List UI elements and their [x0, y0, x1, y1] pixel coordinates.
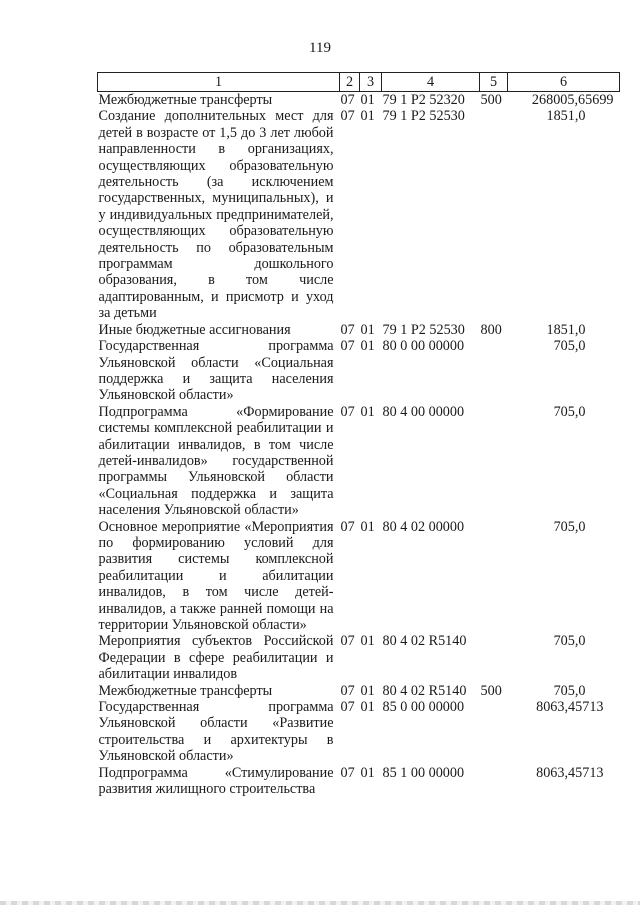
row-amount: 705,0 [553, 338, 586, 355]
row-subsection: 01 [360, 682, 375, 699]
row-subsection: 01 [360, 633, 375, 650]
row-expense-type [480, 404, 508, 519]
row-amount: 8063,45713 [536, 764, 604, 781]
row-name: Государственная программа Ульяновской области «Социальная поддержка и защита населения Ульяновской области» [98, 338, 334, 404]
row-target-code: 80 0 00 00000 [382, 338, 465, 355]
header-col-5: 5 [480, 73, 508, 92]
row-name: Подпрограмма «Формирование системы комплексной реабилитации и абилитации инвалидов, в том числе детей-инвалидов» государственной программы Ульяновской области «Социальная поддержка и защита населения Ульяновской области» [98, 403, 334, 519]
scan-edge-artifact [0, 901, 640, 905]
row-subsection: 01 [360, 518, 375, 535]
row-subsection: 01 [360, 92, 375, 108]
table-row [98, 699, 620, 765]
row-target-code: 80 4 02 R5140 [382, 633, 467, 650]
row-amount: 268005,65699 [531, 92, 614, 108]
table-row [98, 92, 620, 109]
row-target-code: 80 4 02 R5140 [382, 682, 467, 699]
row-amount: 705,0 [553, 682, 586, 699]
row-expense-type [480, 633, 508, 682]
row-subsection: 01 [360, 338, 375, 355]
row-amount: 705,0 [553, 403, 586, 420]
row-section: 07 [340, 108, 355, 125]
header-row [98, 73, 620, 92]
row-target-code: 80 4 02 00000 [382, 518, 465, 535]
row-expense-type: 500 [480, 682, 502, 699]
row-expense-type [480, 519, 508, 634]
row-name: Основное мероприятие «Мероприятия по формированию условий для развития системы комплексной реабилитации и абилитации инвалидов, в том числе детей-инвалидов, а также ранней помощи на территории Ульяновской области» [98, 518, 334, 633]
row-name: Создание дополнительных мест для детей в возрасте от 1,5 до 3 лет любой направленности в организациях, осуществляющих образовательную деятельность (за исключением государственных, муниципальных), и у индивидуальных предпринимателей, осуществляющих образовательную деятельность по образовательным программам дошкольного образования, в том числе адаптированным, и присмотр и уход за детьми [98, 108, 334, 322]
budget-table [97, 72, 620, 797]
row-name: Межбюджетные трансферты [98, 682, 273, 699]
header-col-1: 1 [98, 73, 340, 92]
row-expense-type [480, 765, 508, 798]
row-target-code: 85 1 00 00000 [382, 764, 465, 781]
table-row [98, 683, 620, 699]
row-amount: 705,0 [553, 518, 586, 535]
row-target-code: 79 1 Р2 52530 [382, 321, 465, 338]
row-target-code: 79 1 Р2 52320 [382, 92, 465, 108]
table-row [98, 108, 620, 321]
table-row [98, 765, 620, 798]
row-name: Мероприятия субъектов Российской Федерации в сфере реабилитации и абилитации инвалидов [98, 633, 334, 683]
row-name: Государственная программа Ульяновской области «Развитие строительства и архитектуры в Ульяновской области» [98, 699, 334, 765]
row-section: 07 [340, 699, 355, 716]
row-expense-type: 500 [480, 92, 502, 108]
header-col-2: 2 [340, 73, 360, 92]
header-col-4: 4 [382, 73, 480, 92]
row-subsection: 01 [360, 699, 375, 716]
row-section: 07 [340, 92, 355, 108]
row-section: 07 [340, 403, 355, 420]
row-section: 07 [340, 321, 355, 338]
row-name: Иные бюджетные ассигнования [98, 321, 291, 338]
table-header [98, 73, 620, 92]
row-expense-type [480, 338, 508, 404]
header-col-6: 6 [508, 73, 620, 92]
page-number: 119 [309, 40, 331, 56]
table-row [98, 322, 620, 338]
row-target-code: 80 4 00 00000 [382, 403, 465, 420]
table-row [98, 404, 620, 519]
row-subsection: 01 [360, 321, 375, 338]
row-subsection: 01 [360, 764, 375, 781]
table-row [98, 519, 620, 634]
row-subsection: 01 [360, 108, 375, 125]
row-amount: 705,0 [553, 633, 586, 650]
row-amount: 8063,45713 [536, 699, 604, 716]
row-amount: 1851,0 [546, 108, 586, 125]
row-section: 07 [340, 518, 355, 535]
row-subsection: 01 [360, 403, 375, 420]
row-amount: 1851,0 [546, 321, 586, 338]
table-row [98, 338, 620, 404]
header-col-3: 3 [360, 73, 382, 92]
row-section: 07 [340, 682, 355, 699]
row-expense-type: 800 [480, 321, 502, 338]
table-row [98, 633, 620, 682]
row-expense-type [480, 108, 508, 321]
row-name: Подпрограмма «Стимулирование развития жилищного строительства [98, 764, 334, 798]
row-target-code: 85 0 00 00000 [382, 699, 465, 716]
row-section: 07 [340, 338, 355, 355]
row-name: Межбюджетные трансферты [98, 92, 273, 108]
table-body [98, 92, 620, 798]
row-section: 07 [340, 764, 355, 781]
row-expense-type [480, 699, 508, 765]
row-section: 07 [340, 633, 355, 650]
row-target-code: 79 1 Р2 52530 [382, 108, 465, 125]
